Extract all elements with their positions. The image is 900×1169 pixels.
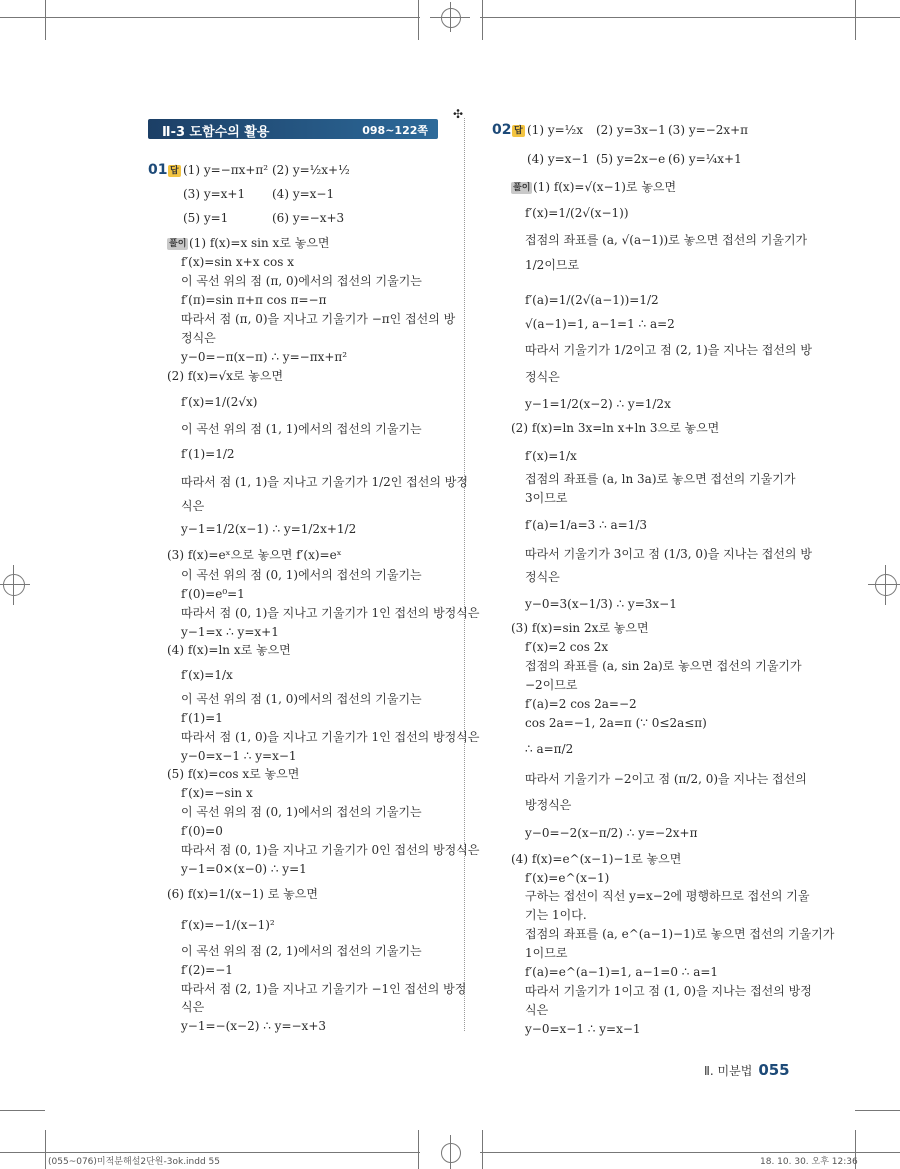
- crop-line: [855, 1110, 900, 1111]
- page-number-block: [704, 1060, 790, 1079]
- solution-line: y−0=3(x−1/3) ∴ y=3x−1: [525, 597, 677, 611]
- solution-line: 1/2이므로: [525, 258, 580, 272]
- solution-line: y−1=−(x−2) ∴ y=−x+3: [181, 1019, 327, 1033]
- solution-line: y−1=0×(x−0) ∴ y=1: [181, 862, 307, 876]
- crop-line: [13, 565, 14, 605]
- solution-line: y−1=x ∴ y=x+1: [181, 625, 279, 639]
- crop-line: [0, 584, 30, 585]
- crop-line: [418, 1130, 419, 1169]
- solution-line: 따라서 점 (1, 0)을 지나고 기울기가 1인 접선의 방정식은: [181, 730, 480, 744]
- answer-tag: 답: [170, 165, 179, 176]
- solution-tag: 풀이: [169, 238, 187, 249]
- solution-tag: 풀이: [513, 182, 531, 193]
- crop-line: [868, 584, 900, 585]
- solution-line: (4) f(x)=ln x로 놓으면: [167, 643, 291, 657]
- solution-line: y−1=1/2(x−1) ∴ y=1/2x+1/2: [181, 522, 357, 536]
- file-name: (055~076)미적분해설2단원-3ok.indd 55: [48, 1157, 221, 1167]
- flag-icon: ✣: [453, 107, 464, 121]
- solution-line: 이 곡선 위의 점 (π, 0)에서의 접선의 기울기는: [181, 274, 422, 288]
- answer: (6) y=−x+3: [272, 211, 345, 225]
- answer-tag: 답: [514, 125, 523, 136]
- problem-number: 02: [492, 122, 512, 138]
- answer: (4) y=x−1: [272, 187, 335, 201]
- solution-line: 접점의 좌표를 (a, e^(a−1)−1)로 놓으면 접선의 기울기가: [525, 927, 835, 941]
- registration-mark-icon: [441, 1143, 461, 1163]
- crop-line: [0, 1110, 45, 1111]
- solution-line: 정식은: [181, 331, 216, 345]
- solution-line: f′(x)=1/(2√(x−1)): [525, 206, 629, 220]
- crop-line: [480, 1152, 900, 1153]
- section-title: Ⅱ-3 도함수의 활용: [162, 125, 270, 140]
- solution-line: 정식은: [525, 370, 560, 384]
- answer: (1) y=−πx+π²: [183, 163, 269, 177]
- solution-line: 접점의 좌표를 (a, √(a−1))로 놓으면 접선의 기울기가: [525, 233, 808, 247]
- solution-line: 따라서 기울기가 −2이고 점 (π/2, 0)을 지나는 접선의: [525, 772, 807, 786]
- solution-line: 따라서 점 (1, 1)을 지나고 기울기가 1/2인 접선의 방정: [181, 475, 468, 489]
- solution-line: (2) f(x)=ln 3x=ln x+ln 3으로 놓으면: [511, 421, 720, 435]
- solution-line: y−1=1/2(x−2) ∴ y=1/2x: [525, 397, 671, 411]
- crop-line: [45, 1130, 46, 1169]
- solution-line: 접점의 좌표를 (a, ln 3a)로 놓으면 접선의 기울기가: [525, 472, 796, 486]
- crop-line: [0, 17, 420, 18]
- solution-line: 3이므로: [525, 491, 568, 505]
- solution-label: [167, 236, 188, 250]
- solution-line: (4) f(x)=e^(x−1)−1로 놓으면: [511, 852, 682, 866]
- solution-line: 따라서 점 (2, 1)을 지나고 기울기가 −1인 접선의 방정: [181, 982, 467, 996]
- solution-line: f′(x)=−sin x: [181, 786, 253, 800]
- section-pages: 098~122쪽: [362, 124, 428, 137]
- answer: (5) y=1: [183, 211, 229, 225]
- crop-line: [885, 565, 886, 605]
- registration-mark-icon: [3, 574, 25, 596]
- crop-line: [45, 0, 46, 40]
- solution-line: (3) f(x)=sin 2x로 놓으면: [511, 621, 649, 635]
- solution-line: 기는 1이다.: [525, 908, 587, 922]
- solution-line: f′(x)=−1/(x−1)²: [181, 918, 275, 932]
- answer: (1) y=½x: [527, 123, 584, 137]
- print-date: 18. 10. 30. 오후 12:36: [760, 1157, 858, 1167]
- answer-label: [512, 123, 525, 137]
- solution-line: f′(a)=1/a=3 ∴ a=1/3: [525, 518, 648, 532]
- solution-line: f′(1)=1: [181, 711, 223, 725]
- answer: (5) y=2x−e: [596, 152, 666, 166]
- solution-line: f′(x)=e^(x−1): [525, 871, 610, 885]
- solution-line: f′(x)=1/x: [181, 668, 233, 682]
- solution-line: 따라서 점 (0, 1)을 지나고 기울기가 0인 접선의 방정식은: [181, 843, 480, 857]
- solution-line: 식은: [181, 1000, 205, 1014]
- solution-line: (1) f(x)=√(x−1)로 놓으면: [533, 180, 677, 194]
- solution-line: f′(x)=2 cos 2x: [525, 640, 609, 654]
- solution-line: f′(π)=sin π+π cos π=−π: [181, 293, 327, 307]
- solution-line: (2) f(x)=√x로 놓으면: [167, 369, 284, 383]
- solution-line: 방정식은: [525, 798, 572, 812]
- registration-mark-icon: [441, 8, 461, 28]
- crop-line: [418, 0, 419, 40]
- solution-line: f′(a)=2 cos 2a=−2: [525, 697, 637, 711]
- solution-line: 정식은: [525, 570, 560, 584]
- solution-label: [511, 180, 532, 194]
- solution-line: f′(1)=1/2: [181, 447, 235, 461]
- solution-line: (1) f(x)=x sin x로 놓으면: [189, 236, 330, 250]
- crop-line: [0, 1152, 420, 1153]
- solution-line: 식은: [525, 1003, 549, 1017]
- solution-line: 1이므로: [525, 946, 568, 960]
- solution-line: y−0=x−1 ∴ y=x−1: [181, 749, 297, 763]
- crop-line: [480, 17, 900, 18]
- solution-line: f′(x)=1/x: [525, 449, 577, 463]
- solution-line: (3) f(x)=eˣ으로 놓으면 f′(x)=eˣ: [167, 548, 342, 562]
- answer: (3) y=x+1: [183, 187, 246, 201]
- solution-line: f′(x)=sin x+x cos x: [181, 255, 294, 269]
- solution-line: f′(a)=e^(a−1)=1, a−1=0 ∴ a=1: [525, 965, 719, 979]
- chapter-label: Ⅱ. 미분법: [704, 1064, 753, 1078]
- page-number: 055: [758, 1061, 790, 1079]
- solution-line: 따라서 기울기가 3이고 점 (1/3, 0)을 지나는 접선의 방: [525, 547, 812, 561]
- solution-line: f′(0)=0: [181, 824, 223, 838]
- solution-line: y−0=x−1 ∴ y=x−1: [525, 1022, 641, 1036]
- solution-line: −2이므로: [525, 678, 578, 692]
- solution-line: 따라서 점 (π, 0)을 지나고 기울기가 −π인 접선의 방: [181, 312, 456, 326]
- solution-line: 이 곡선 위의 점 (2, 1)에서의 접선의 기울기는: [181, 944, 422, 958]
- column-divider: [464, 118, 465, 1031]
- solution-line: 이 곡선 위의 점 (1, 0)에서의 접선의 기울기는: [181, 692, 422, 706]
- solution-line: 이 곡선 위의 점 (0, 1)에서의 접선의 기울기는: [181, 805, 422, 819]
- solution-line: 따라서 점 (0, 1)을 지나고 기울기가 1인 접선의 방정식은: [181, 606, 480, 620]
- section-header-bar: [148, 119, 438, 139]
- solution-line: (5) f(x)=cos x로 놓으면: [167, 767, 300, 781]
- solution-line: (6) f(x)=1/(x−1) 로 놓으면: [167, 887, 318, 901]
- registration-mark-icon: [875, 574, 897, 596]
- solution-line: 따라서 기울기가 1/2이고 점 (2, 1)을 지나는 접선의 방: [525, 343, 812, 357]
- solution-line: ∴ a=π/2: [525, 742, 574, 756]
- solution-line: y−0=−2(x−π/2) ∴ y=−2x+π: [525, 826, 698, 840]
- solution-line: 식은: [181, 499, 205, 513]
- crop-line: [855, 0, 856, 40]
- answer: (6) y=¼x+1: [668, 152, 742, 166]
- solution-line: 이 곡선 위의 점 (1, 1)에서의 접선의 기울기는: [181, 422, 422, 436]
- answer-label: [168, 163, 181, 177]
- crop-line: [450, 2, 451, 32]
- solution-line: 접점의 좌표를 (a, sin 2a)로 놓으면 접선의 기울기가: [525, 659, 802, 673]
- answer: (2) y=3x−1: [596, 123, 666, 137]
- answer: (4) y=x−1: [527, 152, 590, 166]
- solution-line: 구하는 접선이 직선 y=x−2에 평행하므로 접선의 기울: [525, 889, 810, 903]
- answer: (2) y=½x+½: [272, 163, 350, 177]
- solution-line: √(a−1)=1, a−1=1 ∴ a=2: [525, 317, 675, 331]
- solution-line: 이 곡선 위의 점 (0, 1)에서의 접선의 기울기는: [181, 568, 422, 582]
- solution-line: f′(x)=1/(2√x): [181, 395, 258, 409]
- solution-line: f′(2)=−1: [181, 963, 233, 977]
- crop-line: [450, 1135, 451, 1169]
- solution-line: y−0=−π(x−π) ∴ y=−πx+π²: [181, 350, 348, 364]
- crop-line: [482, 1130, 483, 1169]
- solution-line: cos 2a=−1, 2a=π (∵ 0≤2a≤π): [525, 716, 707, 730]
- solution-line: f′(0)=e⁰=1: [181, 587, 245, 601]
- problem-number: 01: [148, 162, 168, 178]
- solution-line: 따라서 기울기가 1이고 점 (1, 0)을 지나는 접선의 방정: [525, 984, 812, 998]
- answer: (3) y=−2x+π: [668, 123, 749, 137]
- crop-line: [482, 0, 483, 40]
- solution-line: f′(a)=1/(2√(a−1))=1/2: [525, 293, 659, 307]
